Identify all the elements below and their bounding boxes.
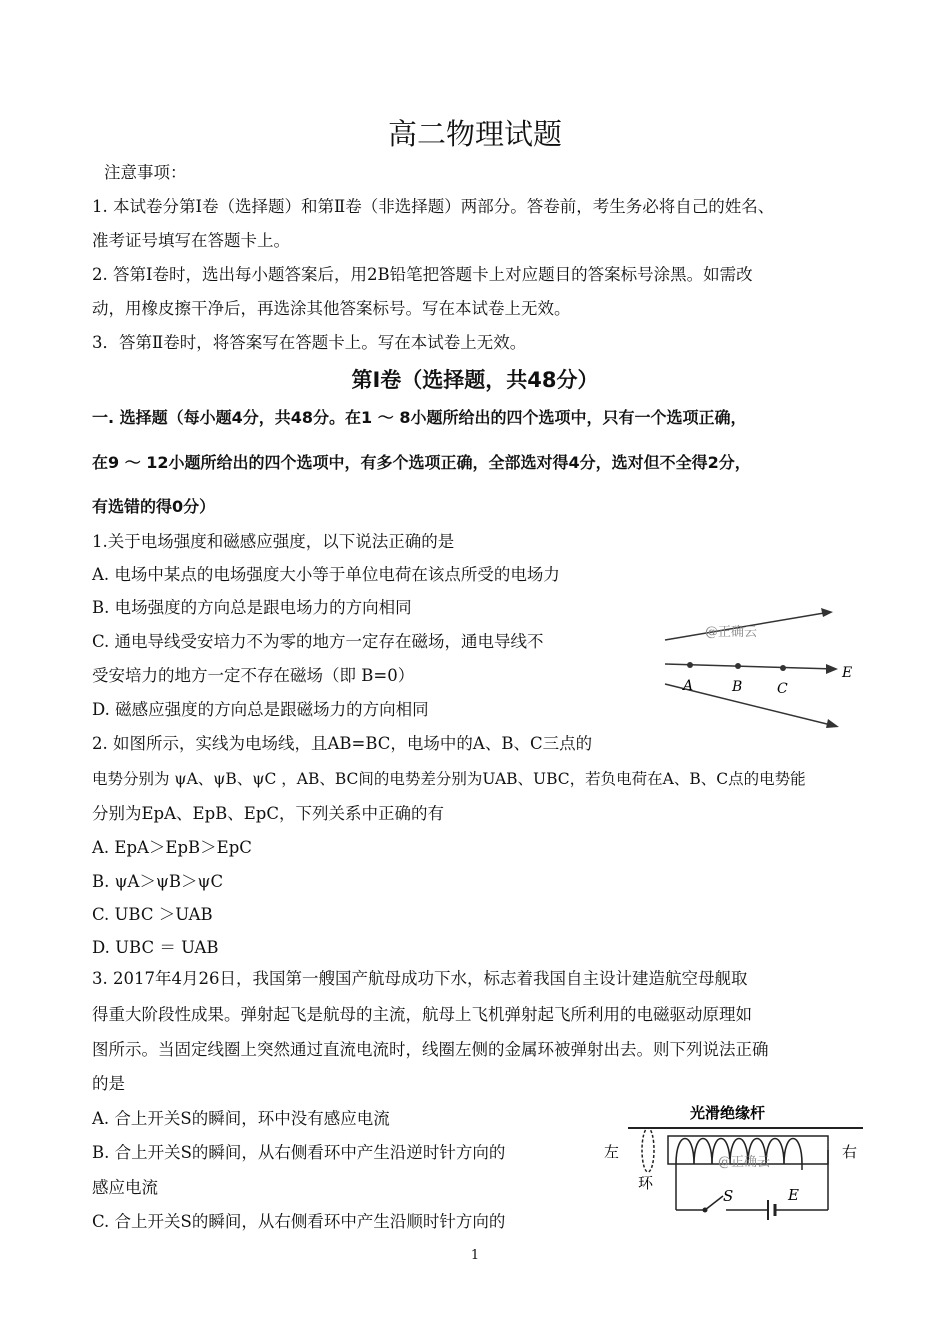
notice-line: 准考证号填写在答题卡上。 — [92, 231, 290, 250]
notice-line: 2. 答第Ⅰ卷时，选出每小题答案后，用2B铅笔把答题卡上对应题目的答案标号涂黑。如需改 — [92, 265, 753, 284]
question-2-option-a: A. EpA＞EpB＞EpC — [92, 838, 252, 857]
point-b-label: B — [732, 679, 743, 695]
question-3-stem: 3. 2017年4月26日，我国第一艘国产航母成功下水，标志着我国自主设计建造航空母舰取 — [92, 969, 748, 988]
question-3-option-b: B. 合上开关S的瞬间，从右侧看环中产生沿逆时针方向的 — [92, 1143, 506, 1162]
question-3-stem: 图所示。当固定线圈上突然通过直流电流时，线圈左侧的金属环被弹射出去。则下列说法正确 — [92, 1040, 769, 1059]
point-c-label: C — [777, 681, 788, 697]
electromagnetic-launch-figure — [598, 1100, 873, 1228]
switch-label: S — [723, 1187, 734, 1205]
page-title: 高二物理试题 — [387, 117, 562, 151]
page-number: 1 — [470, 1248, 480, 1263]
section-instructions: 在9 ～ 12小题所给出的四个选项中，有多个选项正确，全部选对得4分，选对但不全得2分， — [92, 453, 751, 472]
question-1-stem: 1.关于电场强度和磁感应强度，以下说法正确的是 — [92, 532, 455, 551]
right-label: 右 — [842, 1143, 858, 1161]
section-title: 第Ⅰ卷（选择题，共48分） — [351, 368, 599, 392]
question-1-option-c: C. 通电导线受安培力不为零的地方一定存在磁场，通电导线不 — [92, 632, 544, 651]
left-label: 左 — [604, 1143, 620, 1161]
question-2-option-b: B. ψA＞ψB＞ψC — [92, 872, 224, 891]
battery-label: E — [788, 1186, 799, 1204]
question-2-stem: 分别为EpA、EpB、EpC，下列关系中正确的有 — [92, 804, 444, 823]
question-1-option-b: B. 电场强度的方向总是跟电场力的方向相同 — [92, 598, 412, 617]
field-e-label: E — [842, 665, 853, 681]
notice-line: 动，用橡皮擦干净后，再选涂其他答案标号。写在本试卷上无效。 — [92, 299, 571, 318]
question-2-option-c: C. UBC ＞UAB — [92, 905, 213, 924]
question-3-stem: 的是 — [92, 1074, 125, 1093]
question-2-stem: 2. 如图所示，实线为电场线，且AB=BC，电场中的A、B、C三点的 — [92, 734, 593, 753]
question-3-option-a: A. 合上开关S的瞬间，环中没有感应电流 — [92, 1109, 390, 1128]
rod-label: 光滑绝缘杆 — [690, 1104, 766, 1122]
question-1-option-c-cont: 受安培力的地方一定不存在磁场（即 B=0） — [92, 666, 415, 685]
section-instructions: 一. 选择题（每小题4分，共48分。在1 ～ 8小题所给出的四个选项中，只有一个选项正确， — [92, 408, 747, 427]
question-2-option-d: D. UBC ＝ UAB — [92, 938, 219, 957]
section-instructions: 有选错的得0分） — [92, 497, 216, 516]
question-1-option-a: A. 电场中某点的电场强度大小等于单位电荷在该点所受的电场力 — [92, 565, 560, 584]
question-3-stem: 得重大阶段性成果。弹射起飞是航母的主流，航母上飞机弹射起飞所利用的电磁驱动原理如 — [92, 1005, 752, 1024]
notice-line: 1. 本试卷分第Ⅰ卷（选择题）和第Ⅱ卷（非选择题）两部分。答卷前，考生务必将自己的姓名、 — [92, 197, 775, 216]
question-2-stem: 电势分别为 ψA、ψB、ψC ，AB、BC间的电势差分别为UAB、UBC，若负电荷在A、B、C点的电势能 — [92, 770, 806, 788]
question-3-option-b-cont: 感应电流 — [92, 1178, 158, 1197]
watermark: @正确云 — [718, 1155, 771, 1170]
electric-field-figure — [655, 598, 865, 738]
question-3-option-c: C. 合上开关S的瞬间，从右侧看环中产生沿顺时针方向的 — [92, 1212, 506, 1231]
point-a-label: A — [683, 678, 694, 694]
watermark: @正确云 — [705, 625, 758, 640]
notice-line: 3．答第Ⅱ卷时，将答案写在答题卡上。写在本试卷上无效。 — [92, 333, 527, 352]
question-1-option-d: D. 磁感应强度的方向总是跟磁场力的方向相同 — [92, 700, 429, 719]
ring-label: 环 — [638, 1174, 654, 1192]
notice-heading: 注意事项： — [104, 163, 187, 182]
